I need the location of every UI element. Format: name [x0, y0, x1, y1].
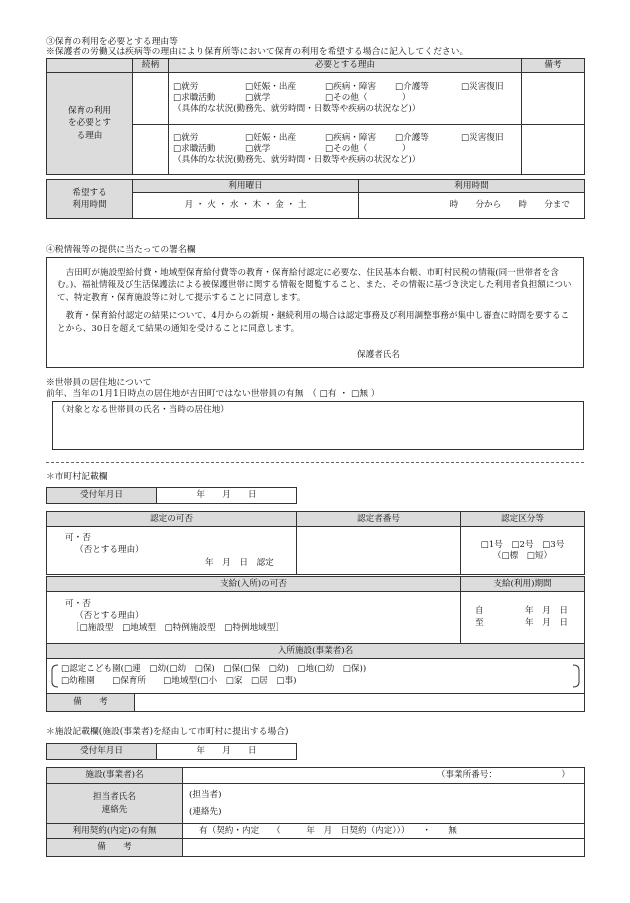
supply-reason: （否とする理由）: [75, 611, 144, 621]
consent-box: [46, 257, 584, 368]
cut-line: [46, 462, 584, 463]
chk-work[interactable]: □就労: [173, 82, 199, 93]
approval-number-cell[interactable]: [297, 527, 461, 575]
approval-ok-ng[interactable]: 可・否: [65, 533, 91, 543]
chk-illness[interactable]: □疾病・障害: [325, 133, 377, 144]
facility-remarks-cell[interactable]: [183, 839, 585, 857]
person-label: (担当者): [189, 790, 222, 801]
facility-received-value[interactable]: 年 月 日: [157, 744, 297, 760]
period-from-date[interactable]: 年 月 日: [525, 606, 568, 616]
facility-name-label: 施設(事業者)名: [47, 768, 183, 784]
reason-row-label: 保育の利用 を必要とす る理由: [47, 73, 133, 175]
remarks-cell-1[interactable]: [522, 73, 585, 125]
period-to-label: 至: [475, 618, 484, 628]
city-remarks-label: 備 考: [47, 694, 135, 711]
period-from-label: 自: [475, 606, 484, 616]
reason-cell-1[interactable]: [169, 73, 522, 125]
chk-pregnancy[interactable]: □妊娠・出産: [245, 82, 297, 93]
days-choice[interactable]: 月 ・ 火 ・ 水 ・ 木 ・ 金 ・ 土: [133, 193, 359, 219]
residence-box[interactable]: [52, 401, 584, 450]
number-header: 認定者番号: [297, 512, 461, 527]
supply-header: 支給(入所)の可否: [47, 577, 461, 592]
col-relationship: 続柄: [133, 59, 169, 73]
chk-pregnancy[interactable]: □妊娠・出産: [245, 133, 297, 144]
sec4-title: ④税情報等の提供に当たっての署名欄: [46, 245, 196, 255]
chk-illness[interactable]: □疾病・障害: [325, 82, 377, 93]
chk-care[interactable]: □介護等: [395, 133, 429, 144]
category-cell[interactable]: [461, 527, 585, 575]
category-header: 認定区分等: [461, 512, 585, 527]
period-header: 支給(利用)期間: [461, 577, 585, 592]
guardian-name-label: 保護者氏名: [357, 350, 400, 360]
city-approval-table: [46, 511, 585, 575]
residence-title: ※世帯員の居住地について: [46, 378, 152, 388]
col-reason: 必要とする理由: [169, 59, 522, 73]
facility-line1[interactable]: □認定こども園(□連 □幼(□幼 □保) □保(□保 □幼) □地(□幼 □保)): [61, 664, 367, 674]
chk-school[interactable]: □就学: [245, 93, 271, 104]
supply-table: [46, 576, 585, 712]
chk-job-search[interactable]: □求職活動: [173, 144, 216, 155]
facility-header: 入所施設(事業者)名: [47, 644, 585, 659]
reason-table: [46, 58, 585, 175]
facility-line2[interactable]: □幼稚園 □保育所 □地域型(□小 □家 □居 □事): [61, 676, 297, 686]
facility-types[interactable]: ［□施設型 □地域型 □特例施設型 □特例地域型］: [71, 623, 284, 633]
contract-value[interactable]: 有（契約・内定 （ 年 月 日契約（内定））） ・ 無: [183, 824, 585, 839]
days-header: 利用曜日: [133, 180, 359, 193]
chk-school[interactable]: □就学: [245, 144, 271, 155]
approval-date: 年 月 日 認定: [205, 558, 274, 568]
contact-field-label: (連絡先): [189, 806, 222, 817]
chk-work[interactable]: □就労: [173, 133, 199, 144]
sec3-title: ③保育の利用を必要とする理由等: [46, 37, 178, 47]
chk-disaster[interactable]: □災害復旧: [461, 82, 504, 93]
col-remarks: 備考: [522, 59, 585, 73]
reason-detail: （具体的な状況(勤務先、就労時間・日数等や疾病の状況など)）: [173, 154, 421, 165]
city-received-value[interactable]: 年 月 日: [157, 488, 297, 504]
approval-cell[interactable]: [47, 527, 297, 575]
relationship-cell-2[interactable]: [133, 125, 169, 175]
right-bracket-icon: [572, 664, 580, 688]
residence-question[interactable]: 前年、当年の1月1日時点の居住地が吉田町ではない世帯員の有無 （ □有 ・ □無 ）: [46, 389, 380, 399]
residence-box-label: （対象となる世帯員の氏名・当時の居住地）: [57, 405, 229, 415]
facility-name-cell[interactable]: [183, 768, 585, 784]
city-received-label: 受付年月日: [47, 488, 157, 504]
approval-reason: （否とする理由）: [75, 545, 144, 555]
period-cell[interactable]: [461, 592, 585, 644]
category-line1[interactable]: □1号 □2号 □3号: [480, 539, 565, 550]
city-received-table: [46, 487, 297, 504]
chk-other[interactable]: □その他（ ）: [325, 144, 411, 155]
time-table: [46, 179, 585, 219]
approval-header: 認定の可否: [47, 512, 297, 527]
relationship-cell-1[interactable]: [133, 73, 169, 125]
chk-care[interactable]: □介護等: [395, 82, 429, 93]
reason-detail: （具体的な状況(勤務先、就労時間・日数等や疾病の状況など)）: [173, 103, 421, 114]
left-bracket-icon: [51, 664, 59, 688]
chk-job-search[interactable]: □求職活動: [173, 93, 216, 104]
office-number[interactable]: （事業所番号： ）: [436, 770, 570, 781]
contact-label: 担当者氏名 連絡先: [47, 784, 183, 824]
hours-header: 利用時間: [359, 180, 585, 193]
supply-cell[interactable]: [47, 592, 461, 644]
chk-disaster[interactable]: □災害復旧: [461, 133, 504, 144]
facility-remarks-label: 備 考: [47, 839, 183, 857]
facility-title: ＊施設記載欄(施設(事業者)を経由して市町村に提出する場合): [46, 727, 289, 737]
city-remarks-row: [47, 694, 585, 712]
time-label: 希望する 利用時間: [47, 180, 133, 219]
facility-received-table: [46, 743, 297, 760]
facility-cell[interactable]: [47, 659, 585, 694]
city-title: ＊市町村記載欄: [46, 472, 108, 482]
facility-table: [46, 767, 585, 857]
hours-input[interactable]: 時 分から 時 分まで: [359, 193, 585, 219]
reason-cell-2[interactable]: [169, 125, 522, 175]
supply-ok-ng[interactable]: 可・否: [65, 599, 91, 609]
period-to-date[interactable]: 年 月 日: [525, 618, 568, 628]
remarks-cell-2[interactable]: [522, 125, 585, 175]
consent-para2: 教育・保育給付認定の結果について、4月からの新規・継続利用の場合は認定事務及び利用調整事務が集中し審査に時間を要することから、30日を超えて結果の通知を受けることに同意します。: [57, 311, 570, 334]
contract-label: 利用契約(内定)の有無: [47, 824, 183, 839]
chk-other[interactable]: □その他（ ）: [325, 93, 411, 104]
contact-cell[interactable]: [183, 784, 585, 824]
consent-para1: 吉田町が施設型給付費・地域型保育給付費等の教育・保育給付認定に必要な、住民基本台帳、市町村民税の情報(同一世帯者を含む。)、福祉情報及び生活保護法による被保護世帯に関する情報を閲覧すること、また、その情報に基づき決定した利用者負担額について、特定教育・保育施設等に対して提示することに同意します。: [57, 268, 572, 303]
sec3-note: ※保護者の労働又は疾病等の理由により保育所等において保育の利用を希望する場合に記入してください。: [46, 47, 469, 57]
facility-received-label: 受付年月日: [47, 744, 157, 760]
category-line2[interactable]: （□標 □短）: [492, 550, 553, 561]
